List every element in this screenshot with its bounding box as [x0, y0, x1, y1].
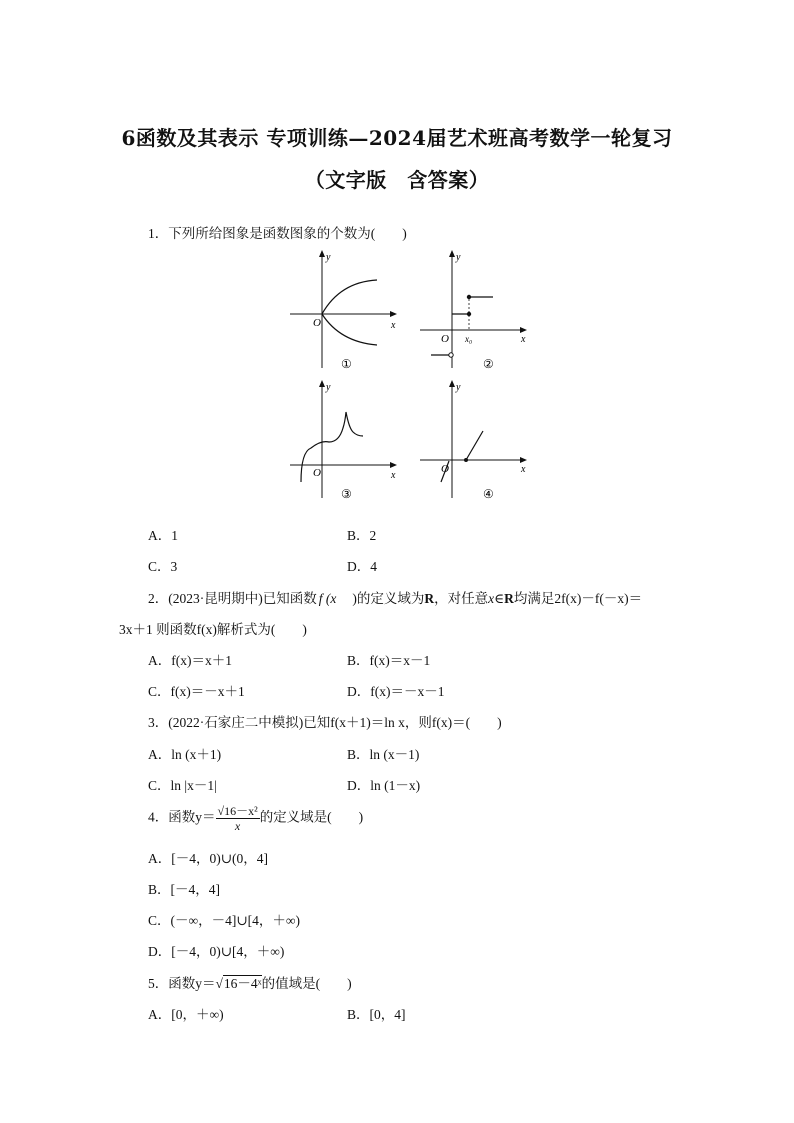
q2-stem-line2: 3x＋1 则函数f(x)解析式为( ) [119, 622, 307, 637]
q5-stem [148, 972, 352, 992]
graph-4-caption: ④ [483, 487, 494, 501]
graph-1 [285, 248, 405, 376]
q3-option-c: C．ln |x－1| [148, 778, 217, 793]
graph-3-caption: ③ [341, 487, 352, 501]
q2-option-c: C．f(x)＝－x＋1 [148, 684, 245, 699]
q1-option-d: D．4 [347, 559, 377, 574]
graph-4-origin: O [441, 463, 449, 475]
q3-stem: 3．(2022·石家庄二中模拟)已知f(x＋1)＝ln x，则f(x)＝( ) [148, 715, 502, 730]
q2-option-b: B．f(x)＝x－1 [347, 653, 431, 668]
q2-stem [148, 587, 642, 607]
graph-3 [285, 378, 405, 506]
q4-option-b: B．[－4，4] [148, 882, 220, 897]
q2-stem-b: )的定义域为 [352, 591, 425, 606]
q3-option-d: D．ln (1－x) [347, 778, 421, 793]
q3-option-b: B．ln (x－1) [347, 747, 420, 762]
q4-stem [148, 804, 363, 833]
q5-sqrt-sign: √ [215, 976, 223, 991]
q2-stem-e: 均满足2f(x)－f(－x)＝ [513, 591, 643, 606]
q5-stem-b: 的值域是( ) [261, 976, 352, 991]
graph-3-x: x [391, 470, 396, 481]
q4-stem-b: 的定义域是( ) [259, 809, 364, 825]
q2-stem-c: ，对任意 [434, 591, 489, 606]
q4-numerator: √16－x² [217, 804, 258, 818]
q1-option-c: C．3 [148, 559, 178, 574]
graph-1-caption: ① [341, 357, 352, 371]
graph-1-origin: O [313, 317, 321, 329]
title-line-2: （文字版 含答案） [304, 168, 490, 192]
q2-stem-r2: R [504, 591, 514, 606]
graph-4-x: x [521, 464, 526, 475]
title-line-1: 6函数及其表示 专项训练—2024届艺术班高考数学一轮复习 [121, 126, 673, 150]
graph-2-y: y [456, 252, 461, 263]
graph-3-origin: O [313, 467, 321, 479]
graph-4 [415, 378, 535, 506]
q4-option-c: C．(－∞，－4]∪[4，＋∞) [148, 913, 301, 928]
q4-stem-a: 4．函数y＝ [148, 809, 216, 825]
graph-2-x0: x₀ [465, 334, 473, 344]
graph-3-y: y [326, 382, 331, 393]
q1-option-a: A．1 [148, 528, 178, 543]
graph-4-y: y [456, 382, 461, 393]
q2-stem-a: 2．(2023·昆明期中)已知函数 [148, 591, 317, 606]
q2-stem-fx: f (x [318, 591, 337, 606]
graph-2-caption: ② [483, 357, 494, 371]
q1-stem: 1．下列所给图象是函数图象的个数为( ) [148, 226, 407, 241]
q5-option-b: B．[0，4] [347, 1007, 406, 1022]
q1-option-b: B．2 [347, 528, 377, 543]
q2-stem-x: x [488, 591, 495, 606]
q2-stem-r1: R [424, 591, 435, 606]
q3-option-a: A．ln (x＋1) [148, 747, 222, 762]
q2-stem-d: ∈ [494, 591, 505, 606]
graph-2-x: x [521, 334, 526, 345]
q4-option-a: A．[－4，0)∪(0，4] [148, 851, 269, 866]
graph-2-origin: O [441, 333, 449, 345]
q2-option-d: D．f(x)＝－x－1 [347, 684, 445, 699]
q2-option-a: A．f(x)＝x＋1 [148, 653, 232, 668]
q4-denominator: x [234, 819, 241, 833]
q5-option-a: A．[0，＋∞) [148, 1007, 224, 1022]
graph-1-y: y [326, 252, 331, 263]
graph-2 [415, 248, 535, 376]
q5-radicand: 16－4ˣ [223, 976, 262, 991]
q4-option-d: D．[－4，0)∪[4，＋∞) [148, 944, 285, 959]
q5-stem-a: 5．函数y＝ [148, 976, 216, 991]
q4-fraction [216, 804, 260, 833]
graph-1-x: x [391, 320, 396, 331]
